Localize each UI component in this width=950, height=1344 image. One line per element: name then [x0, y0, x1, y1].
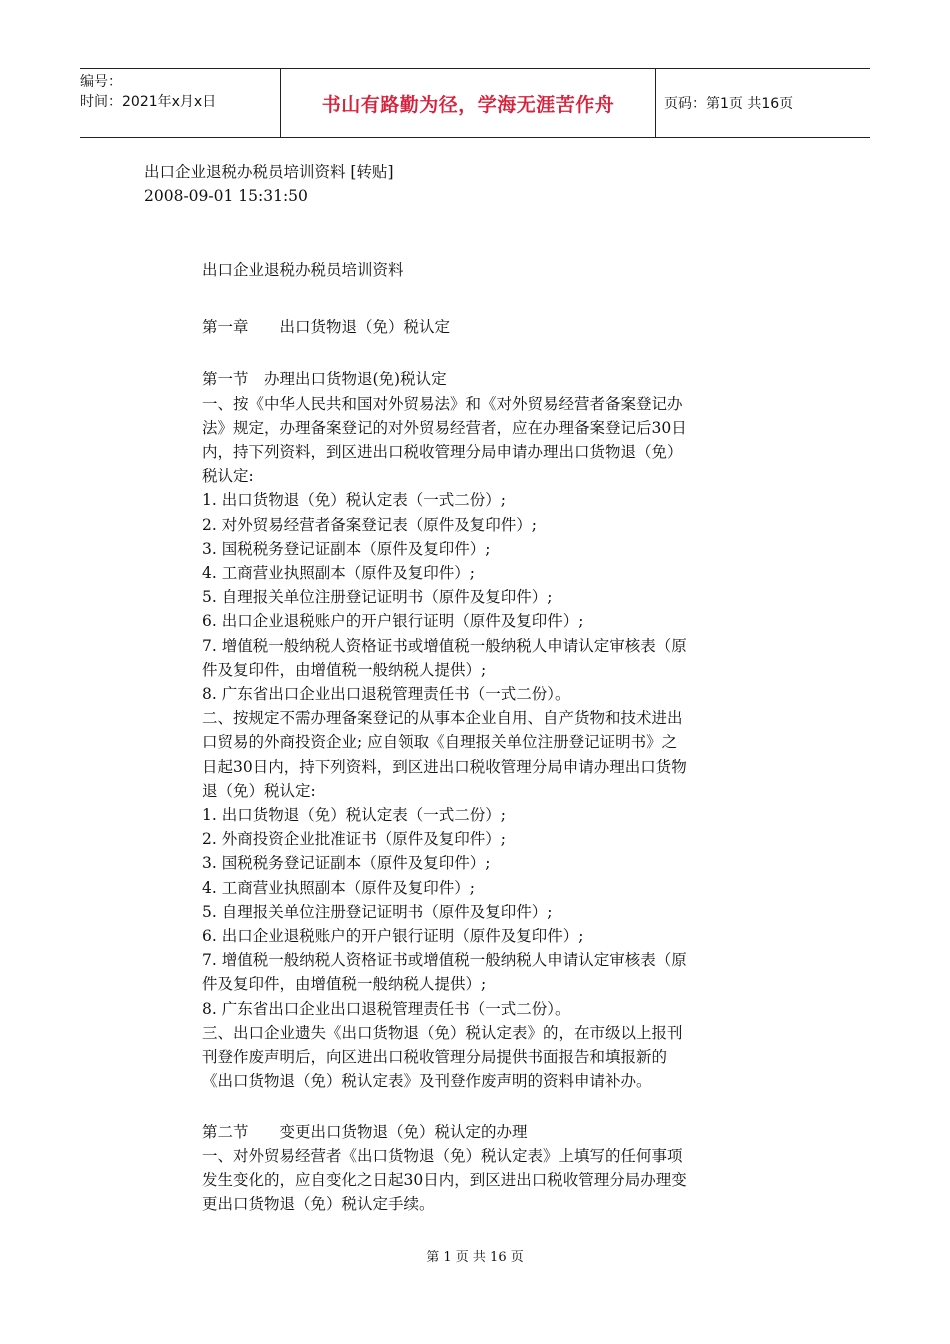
text-line: 7. 增值税一般纳税人资格证书或增值税一般纳税人申请认定审核表（原	[202, 951, 687, 970]
time-label: 时间：2021年x月x日	[80, 94, 217, 110]
text-line: 2. 外商投资企业批准证书（原件及复印件）;	[202, 830, 506, 849]
text-line: 3. 国税税务登记证副本（原件及复印件）;	[202, 854, 491, 873]
text-line: 税认定:	[202, 467, 254, 486]
section-heading: 第二节 变更出口货物退（免）税认定的办理	[202, 1122, 528, 1141]
document-title: 出口企业退税办税员培训资料 [转贴]	[144, 163, 394, 181]
slogan: 书山有路勤为径，学海无涯苦作舟	[321, 93, 615, 116]
text-line: 8. 广东省出口企业出口退税管理责任书（一式二份）。	[202, 685, 571, 704]
page-footer: 第 1 页 共 16 页	[426, 1250, 524, 1265]
text-line: 更出口货物退（免）税认定手续。	[202, 1195, 435, 1214]
text-line: 3. 国税税务登记证副本（原件及复印件）;	[202, 539, 491, 558]
text-line: 6. 出口企业退税账户的开户银行证明（原件及复印件）;	[202, 927, 584, 946]
text-line: 一、对外贸易经营者《出口货物退（免）税认定表》上填写的任何事项	[202, 1146, 683, 1165]
requirement-list	[202, 488, 807, 706]
text-line: 7. 增值税一般纳税人资格证书或增值税一般纳税人申请认定审核表（原	[202, 636, 687, 655]
text-line: 6. 出口企业退税账户的开户银行证明（原件及复印件）;	[202, 612, 584, 631]
paragraph	[202, 706, 807, 803]
document-heading: 出口企业退税办税员培训资料	[202, 261, 404, 279]
text-line: 5. 自理报关单位注册登记证明书（原件及复印件）;	[202, 588, 553, 607]
page-code: 页码：第1页 共16页	[664, 96, 794, 112]
chapter-heading: 第一章 出口货物退（免）税认定	[202, 318, 451, 337]
text-line: 一、按《中华人民共和国对外贸易法》和《对外贸易经营者备案登记办	[202, 394, 683, 413]
document-title-block	[144, 160, 394, 208]
text-line: 二、按规定不需办理备案登记的从事本企业自用、自产货物和技术进出	[202, 709, 683, 728]
text-line: 件及复印件，由增值税一般纳税人提供）;	[202, 660, 487, 679]
paragraph	[202, 1021, 807, 1094]
text-line: 《出口货物退（免）税认定表》及刊登作废声明的资料申请补办。	[202, 1072, 652, 1091]
requirement-list	[202, 803, 807, 1021]
number-label: 编号：	[80, 74, 122, 90]
text-line: 发生变化的，应自变化之日起30日内，到区进出口税收管理分局办理变	[202, 1170, 687, 1189]
text-line: 4. 工商营业执照副本（原件及复印件）;	[202, 564, 475, 583]
text-line: 8. 广东省出口企业出口退税管理责任书（一式二份）。	[202, 999, 571, 1018]
header-page-cell	[656, 69, 870, 137]
page-header	[80, 68, 870, 138]
text-line: 1. 出口货物退（免）税认定表（一式二份）;	[202, 806, 506, 825]
text-line: 法》规定，办理备案登记的对外贸易经营者，应在办理备案登记后30日	[202, 418, 687, 437]
text-line: 口贸易的外商投资企业; 应自领取《自理报关单位注册登记证明书》之	[202, 733, 678, 752]
document-body	[202, 258, 807, 1216]
text-line: 刊登作废声明后，向区进出口税收管理分局提供书面报告和填报新的	[202, 1048, 668, 1067]
section-heading: 第一节 办理出口货物退(免)税认定	[202, 370, 447, 389]
paragraph	[202, 392, 807, 489]
text-line: 退（免）税认定:	[202, 781, 316, 800]
text-line: 5. 自理报关单位注册登记证明书（原件及复印件）;	[202, 902, 553, 921]
text-line: 件及复印件，由增值税一般纳税人提供）;	[202, 975, 487, 994]
header-slogan-cell	[281, 69, 656, 137]
text-line: 三、出口企业遗失《出口货物退（免）税认定表》的，在市级以上报刊	[202, 1023, 683, 1042]
paragraph	[202, 1144, 807, 1217]
document-datetime: 2008-09-01 15:31:50	[144, 187, 308, 205]
header-left-cell	[80, 69, 281, 137]
text-line: 内，持下列资料，到区进出口税收管理分局申请办理出口货物退（免）	[202, 443, 683, 462]
text-line: 4. 工商营业执照副本（原件及复印件）;	[202, 878, 475, 897]
text-line: 2. 对外贸易经营者备案登记表（原件及复印件）;	[202, 515, 537, 534]
text-line: 1. 出口货物退（免）税认定表（一式二份）;	[202, 491, 506, 510]
text-line: 日起30日内，持下列资料，到区进出口税收管理分局申请办理出口货物	[202, 757, 687, 776]
